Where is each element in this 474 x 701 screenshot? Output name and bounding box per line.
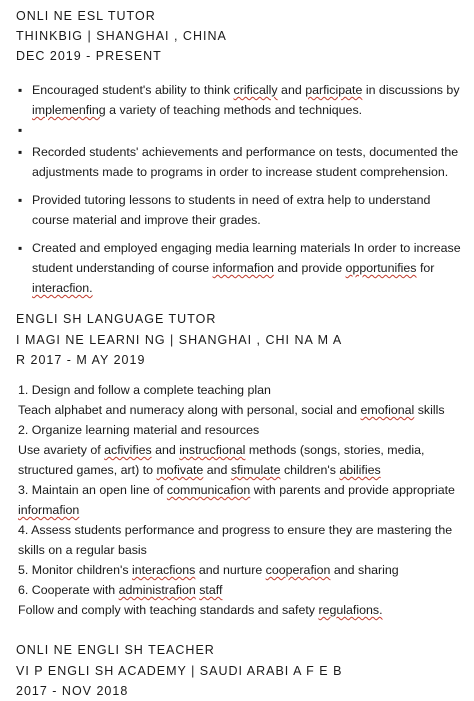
job-bullet-list [16,80,468,298]
list-item: Use avariety of acfivifies and instrucfional methods (songs, stories, media, [18,443,425,457]
list-item: 6. Cooperate with administrafion staff [18,583,223,597]
bullet-icon: ▪ [18,123,23,137]
list-item [16,142,468,190]
list-item: Teach alphabet and numeracy along with personal, social and emofional skills [18,403,445,417]
list-item: structured games, art) to mofivate and sfimulate children's abilifies [18,463,381,477]
job-title: ONLI NE ESL TUTOR [16,9,156,23]
bullet-icon: ▪ [18,145,23,159]
bullet-text: Created and employed engaging media learning materials In order to increase student understanding of course informafion and provide opportunifies for interacfion. [32,241,461,295]
list-item [16,190,468,238]
list-item: skills on a regular basis [18,543,147,557]
list-item [16,238,468,298]
bullet-icon: ▪ [18,83,23,97]
bullet-text: Recorded students' achievements and performance on tests, documented the adjustments made to programs in order to increase student comprehension. [32,145,459,179]
list-item: 3. Maintain an open line of communicafion with parents and provide appropriate [18,483,455,497]
list-item [16,120,468,142]
job-company: I MAGI NE LEARNI NG | SHANGHAI , CHI NA M A [16,333,343,347]
bullet-text: Encouraged student's ability to think crifically and parficipate in discussions by implemenfing a variety of teaching methods and techniques. [32,83,460,117]
job-title: ONLI NE ENGLI SH TEACHER [16,643,215,657]
list-item: Follow and comply with teaching standards and safety regulafions. [18,603,383,617]
job-dates: DEC 2019 - PRESENT [16,49,162,63]
bullet-icon: ▪ [18,241,23,255]
list-item: informafion [18,503,80,517]
list-item: 1. Design and follow a complete teaching plan [18,383,271,397]
job-company: THINKBIG | SHANGHAI , CHINA [16,29,227,43]
list-item: 4. Assess students performance and progress to ensure they are mastering the [18,523,453,537]
job-dates: R 2017 - M AY 2019 [16,353,146,367]
list-item: 2. Organize learning material and resources [18,423,260,437]
job-title: ENGLI SH LANGUAGE TUTOR [16,312,217,326]
list-item: 5. Monitor children's interacfions and nurture cooperafion and sharing [18,563,399,577]
bullet-icon: ▪ [18,193,23,207]
list-item [16,80,468,120]
bullet-text: Provided tutoring lessons to students in need of extra help to understand course material and improve their grades. [32,193,431,227]
duties-list [18,380,468,620]
job-company: VI P ENGLI SH ACADEMY | SAUDI ARABI A F E B [16,664,343,678]
job-dates: 2017 - NOV 2018 [16,684,129,698]
